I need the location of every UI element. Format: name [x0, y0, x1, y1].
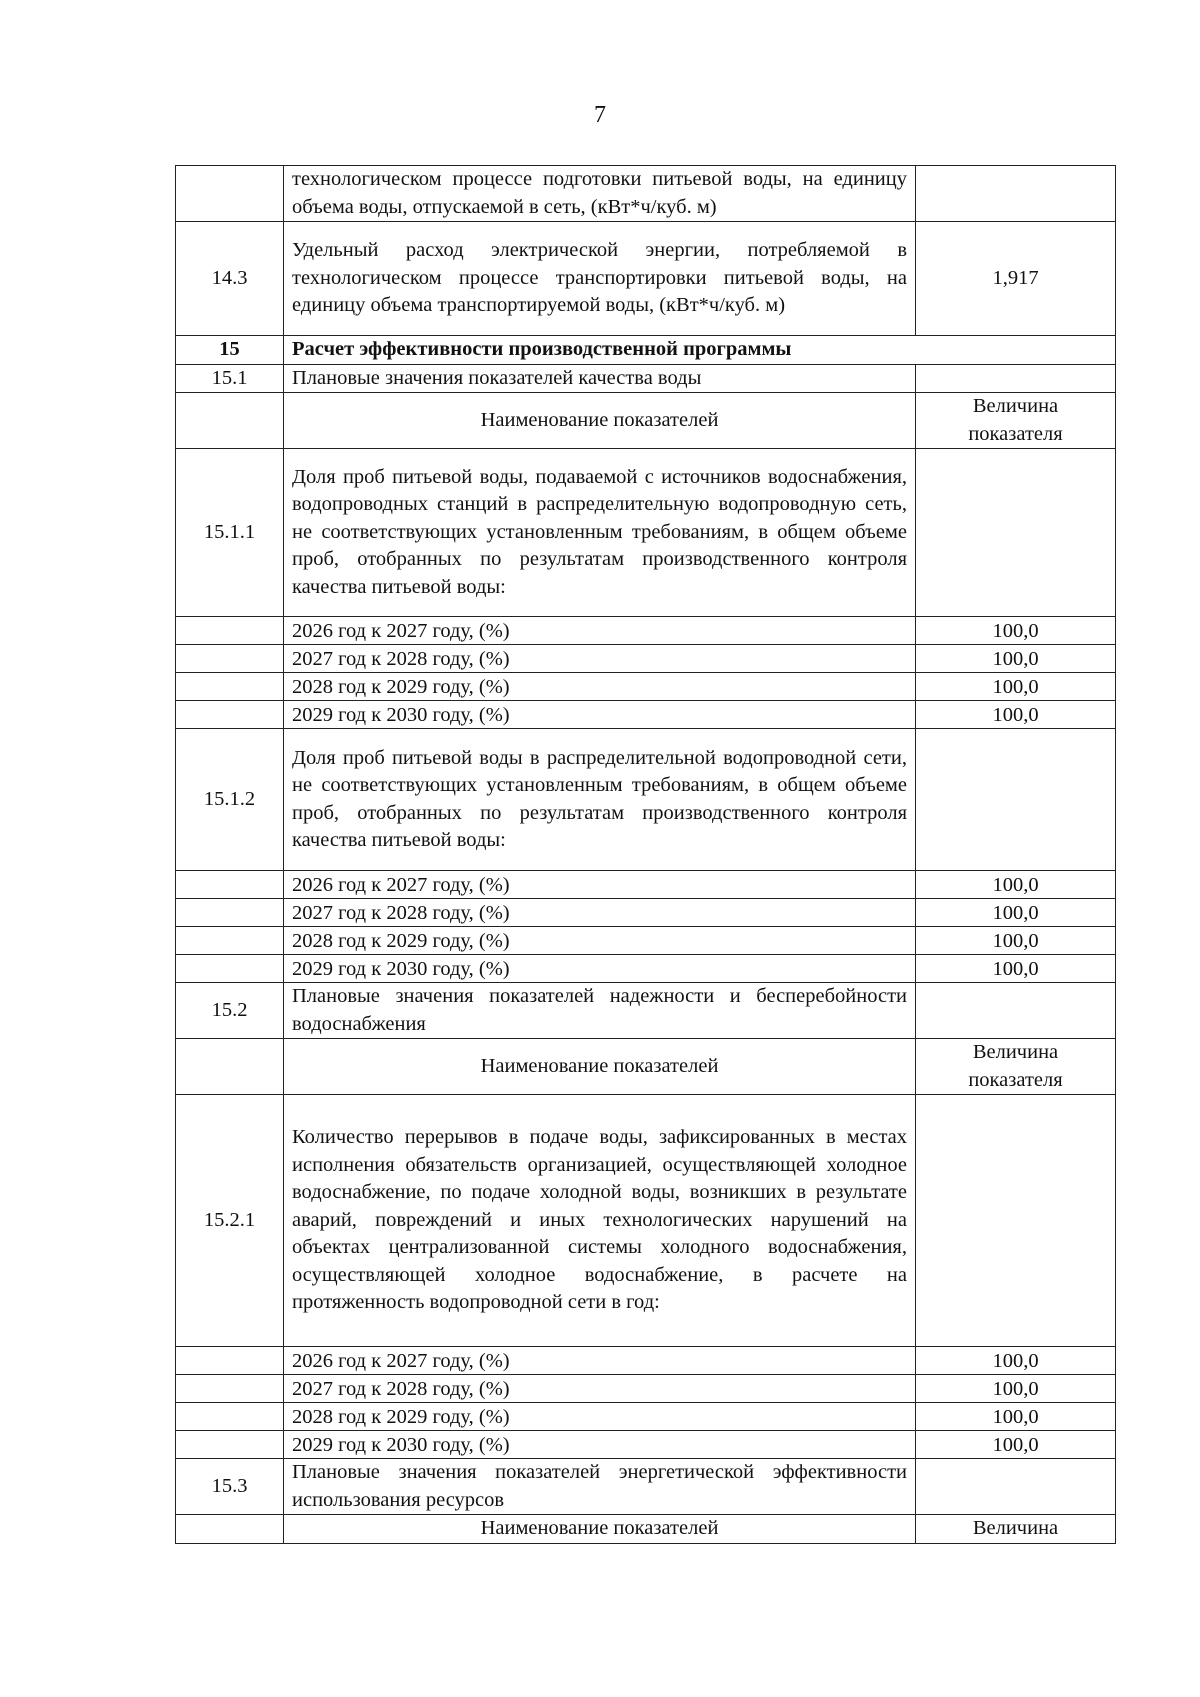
row-value [916, 1459, 1116, 1515]
row-number: 15.2.1 [176, 1095, 284, 1347]
header-name: Наименование показателей [284, 393, 916, 449]
row-value [916, 449, 1116, 617]
indicator-row [176, 449, 1116, 617]
header-empty [176, 1515, 284, 1544]
year-value: 100,0 [916, 927, 1116, 955]
row-number: 15.1.2 [176, 729, 284, 871]
year-label: 2028 год к 2029 году, (%) [284, 673, 916, 701]
row-value [916, 364, 1116, 393]
row-name: Удельный расход электрической энергии, потребляемой в технологическом процессе транспортировки питьевой воды, на единицу объема транспортируемой воды, (кВт*ч/куб. м) [284, 222, 916, 336]
row-number [176, 955, 284, 983]
year-label: 2029 год к 2030 году, (%) [284, 701, 916, 729]
indicator-row [176, 1095, 1116, 1347]
row-name: технологическом процессе подготовки питьевой воды, на единицу объема воды, отпускаемой в сеть, (кВт*ч/куб. м) [284, 166, 916, 222]
year-value: 100,0 [916, 1375, 1116, 1403]
year-row [176, 1403, 1116, 1431]
section-number: 15 [176, 336, 284, 365]
year-value: 100,0 [916, 645, 1116, 673]
section-number: 15.1 [176, 364, 284, 393]
row-number [176, 1347, 284, 1375]
year-label: 2028 год к 2029 году, (%) [284, 1403, 916, 1431]
subsection-row [176, 983, 1116, 1039]
header-name: Наименование показателей [284, 1039, 916, 1095]
year-value: 100,0 [916, 617, 1116, 645]
indicator-text: Доля проб питьевой воды в распределительной водопроводной сети, не соответствующих установленным требованиям, в общем объеме проб, отобранных по результатам производственного контроля качества питьевой воды: [284, 729, 916, 871]
row-value: 1,917 [916, 222, 1116, 336]
row-number [176, 645, 284, 673]
year-row [176, 1347, 1116, 1375]
row-number [176, 871, 284, 899]
header-value: Величина [916, 1515, 1116, 1544]
year-label: 2027 год к 2028 году, (%) [284, 645, 916, 673]
year-row [176, 927, 1116, 955]
section-title: Плановые значения показателей надежности и бесперебойности водоснабжения [284, 983, 916, 1039]
header-name: Наименование показателей [284, 1515, 916, 1544]
header-empty [176, 393, 284, 449]
year-row [176, 701, 1116, 729]
year-label: 2026 год к 2027 году, (%) [284, 871, 916, 899]
row-number [176, 166, 284, 222]
row-number [176, 1403, 284, 1431]
year-value: 100,0 [916, 955, 1116, 983]
section-title: Расчет эффективности производственной программы [284, 336, 1116, 365]
year-row [176, 955, 1116, 983]
row-number [176, 899, 284, 927]
section-title: Плановые значения показателей энергетической эффективности использования ресурсов [284, 1459, 916, 1515]
table-row [176, 166, 1116, 222]
row-number [176, 617, 284, 645]
header-row [176, 393, 1116, 449]
indicators-table [175, 165, 1116, 1544]
year-value: 100,0 [916, 1347, 1116, 1375]
indicator-row [176, 729, 1116, 871]
header-row [176, 1515, 1116, 1544]
header-row [176, 1039, 1116, 1095]
page-number: 7 [594, 102, 606, 128]
row-number: 15.1.1 [176, 449, 284, 617]
section-number: 15.3 [176, 1459, 284, 1515]
section-row [176, 336, 1116, 365]
year-label: 2027 год к 2028 году, (%) [284, 899, 916, 927]
year-label: 2028 год к 2029 году, (%) [284, 927, 916, 955]
row-value [916, 166, 1116, 222]
section-number: 15.2 [176, 983, 284, 1039]
row-number [176, 701, 284, 729]
year-row [176, 645, 1116, 673]
indicator-text: Доля проб питьевой воды, подаваемой с источников водоснабжения, водопроводных станций в распределительную водопроводную сеть, не соответствующих установленным требованиям, в общем объеме проб, отобранных по результатам производственного контроля качества питьевой воды: [284, 449, 916, 617]
year-value: 100,0 [916, 1403, 1116, 1431]
indicator-text: Количество перерывов в подаче воды, зафиксированных в местах исполнения обязательств организацией, осуществляющей холодное водоснабжение, по подаче холодной воды, возникших в результате аварий, повреждений и иных технологических нарушений на объектах централизованной системы холодного водоснабжения, осуществляющей холодное водоснабжение, в расчете на протяженность водопроводной сети в год: [284, 1095, 916, 1347]
subsection-row [176, 1459, 1116, 1515]
row-number [176, 673, 284, 701]
year-row [176, 899, 1116, 927]
subsection-row [176, 364, 1116, 393]
year-label: 2029 год к 2030 году, (%) [284, 1431, 916, 1459]
row-number [176, 1375, 284, 1403]
year-label: 2027 год к 2028 году, (%) [284, 1375, 916, 1403]
row-value [916, 729, 1116, 871]
year-label: 2026 год к 2027 году, (%) [284, 1347, 916, 1375]
year-row [176, 1375, 1116, 1403]
year-value: 100,0 [916, 871, 1116, 899]
header-value: Величина показателя [916, 1039, 1116, 1095]
year-value: 100,0 [916, 1431, 1116, 1459]
header-empty [176, 1039, 284, 1095]
year-value: 100,0 [916, 673, 1116, 701]
row-value [916, 1095, 1116, 1347]
year-label: 2029 год к 2030 году, (%) [284, 955, 916, 983]
year-value: 100,0 [916, 701, 1116, 729]
row-value [916, 983, 1116, 1039]
year-row [176, 871, 1116, 899]
section-title: Плановые значения показателей качества воды [284, 364, 916, 393]
year-row [176, 1431, 1116, 1459]
row-number [176, 927, 284, 955]
year-row [176, 617, 1116, 645]
table-row [176, 222, 1116, 336]
year-label: 2026 год к 2027 году, (%) [284, 617, 916, 645]
row-number: 14.3 [176, 222, 284, 336]
year-value: 100,0 [916, 899, 1116, 927]
year-row [176, 673, 1116, 701]
row-number [176, 1431, 284, 1459]
header-value: Величина показателя [916, 393, 1116, 449]
